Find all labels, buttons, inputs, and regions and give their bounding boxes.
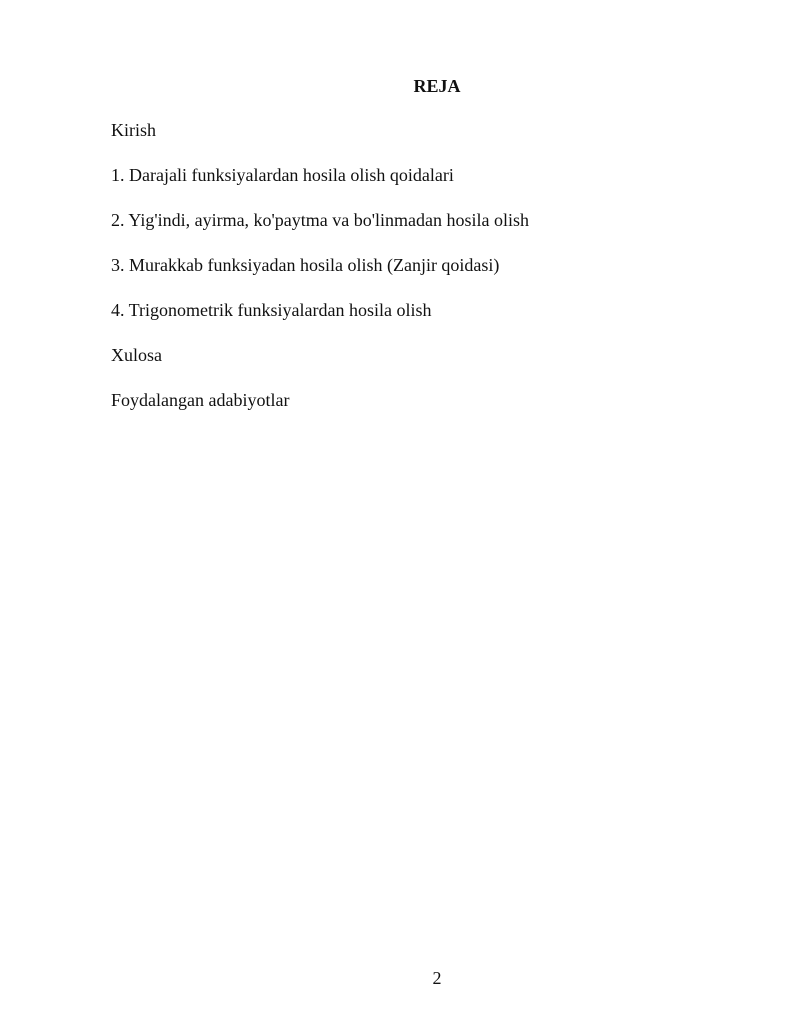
page-number: 2 [432,968,442,988]
toc-item-1: 1. Darajali funksiyalardan hosila olish qoidalari [111,165,454,185]
toc-item-2: 2. Yig'indi, ayirma, ko'paytma va bo'linmadan hosila olish [111,210,529,230]
toc-item-3: 3. Murakkab funksiyadan hosila olish (Zanjir qoidasi) [111,255,500,275]
toc-item-introduction: Kirish [111,120,156,140]
table-of-contents [111,118,529,433]
page-title: REJA [413,76,461,96]
toc-item-4: 4. Trigonometrik funksiyalardan hosila olish [111,300,432,320]
toc-item-conclusion: Xulosa [111,345,162,365]
toc-item-references: Foydalangan adabiyotlar [111,390,290,410]
